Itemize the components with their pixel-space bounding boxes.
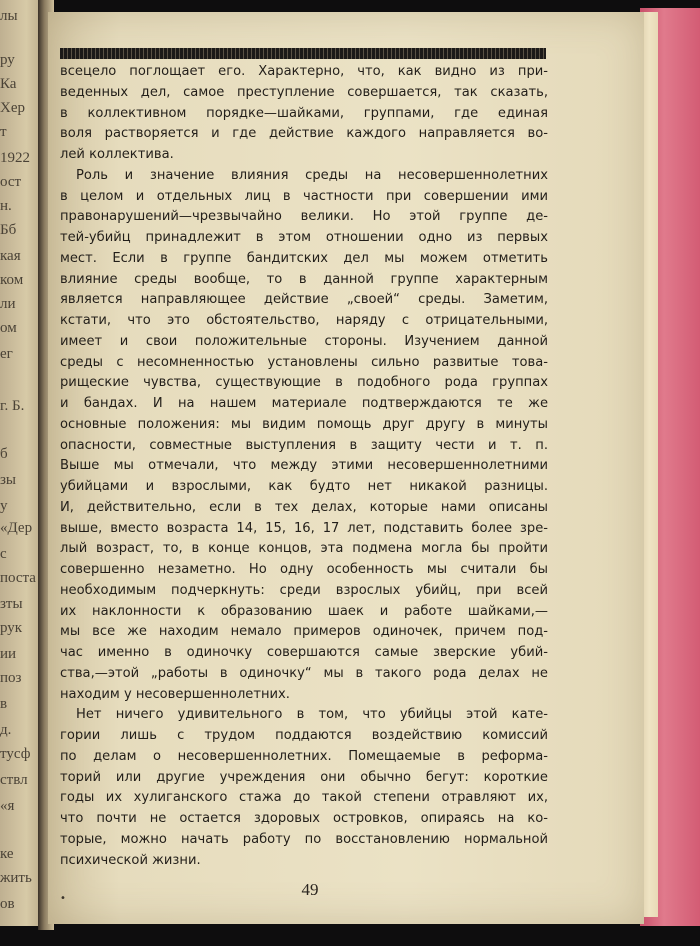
- text-line: ства,—этой „работы в одиночку“ мы в такого рода делах не: [60, 665, 548, 681]
- left-page-fragment: д.: [0, 722, 12, 738]
- paragraph: [60, 62, 548, 166]
- header-rule: [60, 48, 546, 59]
- text-line: кстати, что это обстоятельство, наряду с отрицательными,: [60, 313, 548, 328]
- text-line: находим у несовершеннолетних.: [60, 686, 290, 702]
- text-line: в целом и отдельных лиц в частности при совершении ими: [60, 188, 548, 204]
- footer-mark: •: [60, 893, 66, 904]
- left-page-fragment: ов: [0, 896, 15, 912]
- left-page-fragment: ствл: [0, 772, 28, 788]
- left-page-fragment: ке: [0, 846, 14, 862]
- text-line: Выше мы отмечали, что между этими несовершеннолетними: [60, 458, 548, 474]
- left-page-fragment: г. Б.: [0, 398, 25, 414]
- text-line: убийцами и взрослыми, как будто нет никакой разницы.: [60, 479, 548, 494]
- text-line: торий или другие учреждения они обычно бегут: короткие: [60, 769, 548, 785]
- left-page-fragment: зы: [0, 472, 17, 488]
- left-page-fragment: т: [0, 124, 7, 140]
- left-page-fragment: ру: [0, 52, 15, 68]
- left-page-fragment: ком: [0, 272, 24, 288]
- text-line: Роль и значение влияния среды на несовершеннолетних: [76, 167, 548, 183]
- left-page-fragment: Хер: [0, 100, 25, 116]
- left-page-fragment: кая: [0, 248, 21, 264]
- text-line: годы их хулиганского стажа до такой степени отравляют их,: [60, 790, 548, 806]
- text-line: воля растворяется и где действие каждого направляется во-: [60, 126, 548, 142]
- left-page-fragment: «я: [0, 798, 15, 814]
- page-number: 49: [301, 880, 319, 899]
- left-page-fragment: б: [0, 446, 8, 462]
- text-line: час именно в одиночку совершаются самые зверские убий-: [60, 645, 548, 660]
- left-page-fragment: ег: [0, 346, 13, 362]
- left-page-fragment: с: [0, 546, 7, 562]
- page-body-text: [60, 62, 548, 871]
- left-page-fragment: у: [0, 498, 8, 514]
- text-line: выше, вместо возраста 14, 15, 16, 17 лет, подставить более зре-: [60, 520, 548, 536]
- text-line: Нет ничего удивительного в том, что убийцы этой кате-: [76, 707, 548, 723]
- left-page-fragment: Ка: [0, 76, 17, 92]
- left-page-fragment: Бб: [0, 222, 17, 238]
- text-line: в коллективном порядке—шайками, группами, где единая: [60, 105, 548, 121]
- text-line: веденных дел, самое преступление совершается, так сказать,: [60, 84, 548, 100]
- left-page-fragment: н.: [0, 198, 12, 214]
- text-line: лый возраст, то, в конце концов, эта подмена могла бы пройти: [60, 541, 548, 557]
- text-line: необходимым подчеркнуть: среди взрослых убийц, при всей: [60, 582, 548, 598]
- left-page-fragment: жить: [0, 870, 32, 886]
- paragraph: [60, 705, 548, 871]
- left-page-fragment: 1922: [0, 150, 30, 166]
- text-line: мы все же находим немало примеров одиночек, причем под-: [60, 624, 548, 640]
- text-line: влияние среды вообще, то в данной группе характерным: [60, 271, 548, 287]
- text-line: И, действительно, если в тех делах, которые нами описаны: [60, 499, 548, 515]
- text-line: основные положения: мы видим помощь друг другу в минуты: [60, 416, 548, 432]
- text-line: лей коллектива.: [60, 147, 174, 162]
- text-line: совершенно незаметно. Но одну особенность мы считали бы: [60, 562, 548, 577]
- text-line: правонарушений—чрезвычайно велики. Но этой группе де-: [60, 209, 548, 225]
- left-page-fragment: лы: [0, 8, 18, 24]
- left-page-fragment: в: [0, 696, 8, 712]
- text-line: по делам о несовершеннолетних. Помещаемые в реформа-: [60, 748, 548, 764]
- left-page-fragment: ии: [0, 646, 17, 662]
- text-line: психической жизни.: [60, 852, 201, 868]
- text-line: их наклонности к образованию шаек и работе шайками,—: [60, 603, 548, 619]
- text-line: тей-убийц принадлежит в этом отношении одно из первых: [60, 230, 548, 245]
- text-line: что почти не остается здоровых островков, опираясь на ко-: [60, 811, 548, 826]
- text-line: опасности, совместные выступления в защиту чести и т. п.: [60, 437, 548, 453]
- text-line: всецело поглощает его. Характерно, что, как видно из при-: [60, 64, 548, 79]
- text-line: среды с несомненностью установлены сильно развитые това-: [60, 354, 548, 370]
- text-line: имеет и свои положительные стороны. Изучением данной: [60, 333, 548, 349]
- left-page-fragment: ост: [0, 174, 22, 190]
- left-page-fragment: поста: [0, 570, 36, 586]
- text-line: мест. Если в группе бандитских дел мы можем отметить: [60, 250, 548, 266]
- left-page-fragment: ли: [0, 296, 16, 312]
- left-page-fragment: тусф: [0, 746, 31, 762]
- text-line: рищеские чувства, существующие в подобного рода группах: [60, 375, 548, 391]
- text-line: гории лишь с трудом поддаются воздействию комиссий: [60, 728, 548, 743]
- left-page-fragment: поз: [0, 670, 22, 686]
- left-page-fragment: ом: [0, 320, 17, 336]
- text-line: является направляющее действие „своей“ среды. Заметим,: [60, 292, 548, 308]
- text-line: торые, можно начать работу по восстановлению нормальной: [60, 831, 548, 847]
- paragraph: [60, 166, 548, 706]
- left-page-fragment: «Дер: [0, 520, 33, 536]
- text-line: и бандах. И на нашем материале подтверждаются те же: [60, 396, 548, 411]
- left-page-fragment: рук: [0, 620, 23, 636]
- left-page-fragment: зты: [0, 596, 23, 612]
